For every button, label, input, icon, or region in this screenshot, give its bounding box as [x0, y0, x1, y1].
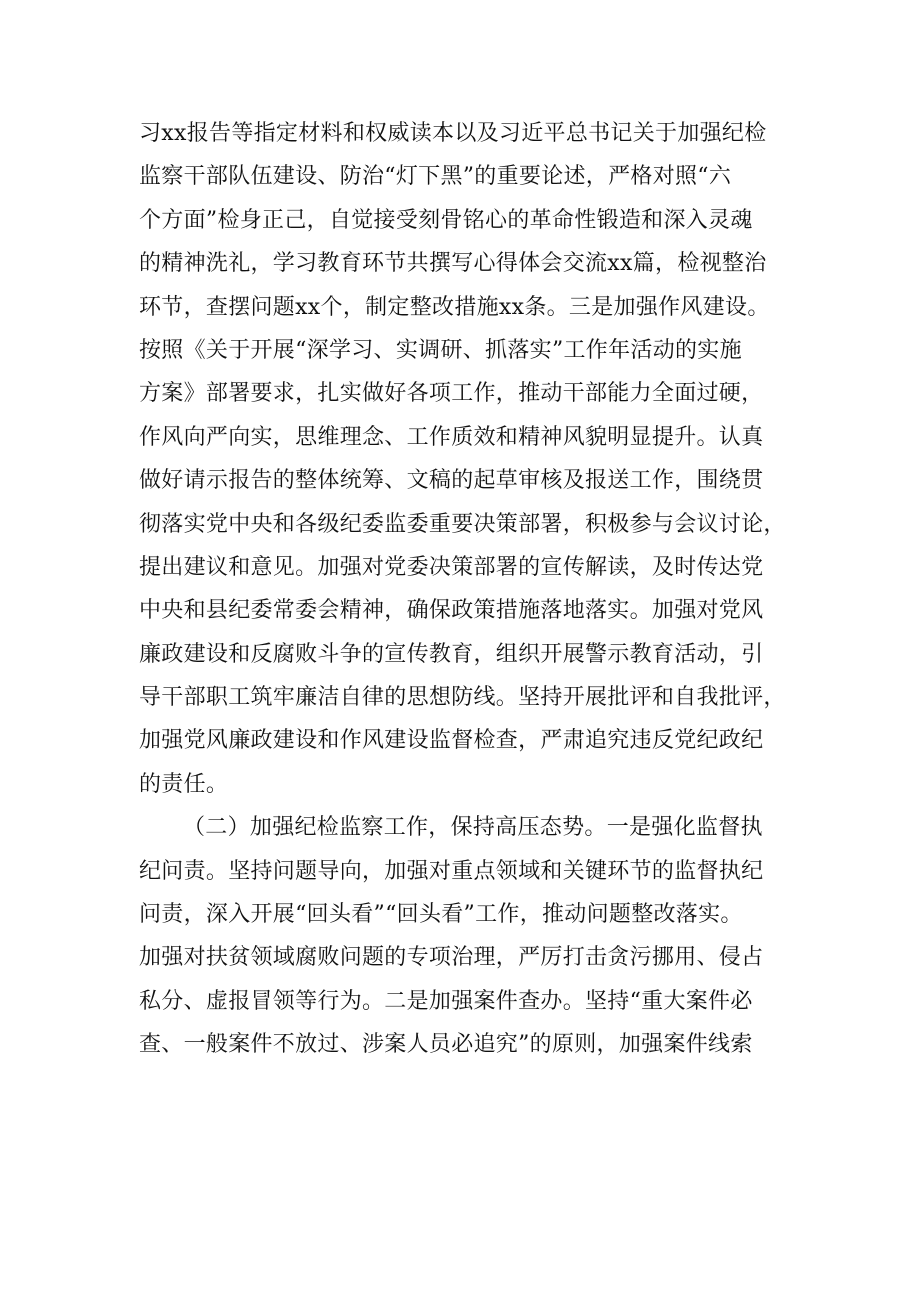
- text-line: 的责任。: [139, 771, 229, 797]
- text-line: 加强对扶贫领域腐败问题的专项治理，严厉打击贪污挪用、侵占: [139, 945, 764, 971]
- section-heading-line: （二）加强纪检监察工作，保持高压态势。一是强化监督执: [183, 815, 763, 841]
- text-line: 查、一般案件不放过、涉案人员必追究”的原则，加强案件线索: [139, 1032, 753, 1058]
- text-line: 按照《关于开展“深学习、实调研、抓落实”工作年活动的实施: [139, 337, 742, 363]
- text-line: 问责，深入开展“回头看”“回头看”工作，推动问题整改落实。: [139, 902, 743, 928]
- text-line: 提出建议和意见。加强对党委决策部署的宣传解读，及时传达党: [139, 554, 764, 580]
- text-line: 环节，查摆问题xx个，制定整改措施xx条。三是加强作风建设。: [139, 294, 770, 320]
- document-body: [139, 112, 799, 1067]
- text-line: 习xx报告等指定材料和权威读本以及习近平总书记关于加强纪检: [139, 121, 767, 146]
- text-line: 方案》部署要求，扎实做好各项工作，推动干部能力全面过硬，: [139, 381, 764, 407]
- text-line: 导干部职工筑牢廉洁自律的思想防线。坚持开展批评和自我批评，: [139, 685, 786, 711]
- text-line: 私分、虚报冒领等行为。二是加强案件查办。坚持“重大案件必: [139, 988, 753, 1014]
- text-line: 的精神洗礼，学习教育环节共撰写心得体会交流xx篇，检视整治: [139, 251, 767, 277]
- text-line: 个方面”检身正己，自觉接受刻骨铭心的革命性锻造和深入灵魂: [139, 207, 753, 233]
- text-line: 作风向严向实，思维理念、工作质效和精神风貌明显提升。认真: [139, 424, 764, 450]
- text-line: 彻落实党中央和各级纪委监委重要决策部署，积极参与会议讨论，: [139, 511, 786, 537]
- text-line: 纪问责。坚持问题导向，加强对重点领域和关键环节的监督执纪: [139, 858, 764, 884]
- text-line: 加强党风廉政建设和作风建设监督检查，严肃追究违反党纪政纪: [139, 728, 764, 754]
- text-line: 做好请示报告的整体统筹、文稿的起草审核及报送工作，围绕贯: [139, 468, 764, 494]
- text-line: 中央和县纪委常委会精神，确保政策措施落地落实。加强对党风: [139, 598, 764, 624]
- text-line: 廉政建设和反腐败斗争的宣传教育，组织开展警示教育活动，引: [139, 641, 764, 667]
- text-line: 监察干部队伍建设、防治“灯下黑”的重要论述，严格对照“六: [139, 164, 732, 190]
